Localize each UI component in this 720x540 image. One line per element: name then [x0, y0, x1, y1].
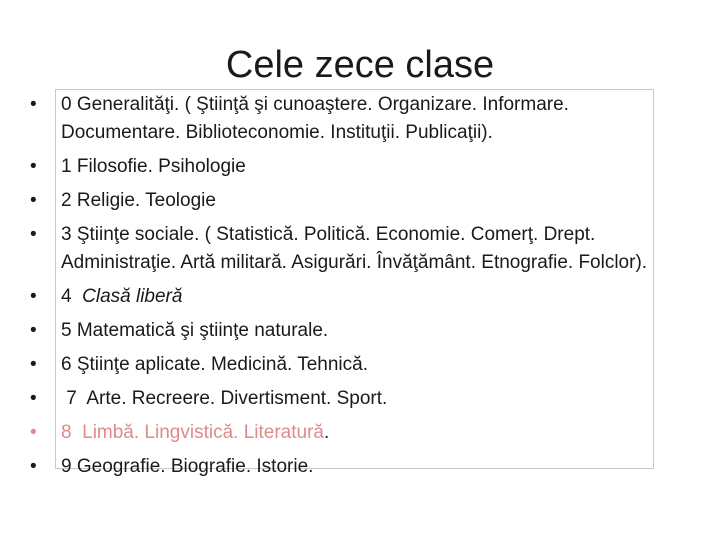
list-item-number: 4 [61, 286, 83, 307]
bullet-icon: • [30, 456, 37, 477]
bullet-icon: • [30, 422, 37, 443]
list-item-text: 9 Geografie. Biografie. Istorie. [61, 456, 314, 477]
list-item-class-0 [30, 91, 690, 147]
list-item-class-4 [30, 283, 690, 311]
list-item-text: 6 Ştiinţe aplicate. Medicină. Tehnică. [61, 354, 368, 375]
list-item-class-3 [30, 221, 690, 277]
list-item-trailing-period: . [323, 422, 330, 443]
list-item-class-2 [30, 187, 690, 215]
list-item-class-9 [30, 453, 690, 481]
list-item-class-1 [30, 153, 690, 181]
bullet-icon: • [30, 388, 37, 409]
list-item-italic-text: Clasă liberă [82, 286, 183, 307]
bullet-icon: • [30, 190, 37, 211]
list-item-muted-text: 8 Limbă. Lingvistică. Literatură [61, 422, 324, 443]
list-item-text: 3 Ştiinţe sociale. ( Statistică. Politică. Economie. Comerţ. Drept. Administraţie. Artă militară. Asigurări. Învăţământ. Etnografie. Folclor). [61, 224, 648, 273]
list-item-text: 0 Generalităţi. ( Ştiinţă şi cunoaştere. Organizare. Informare. Documentare. Biblioteconomie. Instituţii. Publicaţii). [61, 94, 569, 143]
list-item-class-5 [30, 317, 690, 345]
list-item-text: 7 Arte. Recreere. Divertisment. Sport. [61, 388, 388, 409]
bullet-icon: • [30, 354, 37, 375]
bullet-icon: • [30, 156, 37, 177]
list-item-text: 5 Matematică şi ştiinţe naturale. [61, 320, 329, 341]
list-item-class-6 [30, 351, 690, 379]
bullet-icon: • [30, 94, 37, 115]
list-item-text: 2 Religie. Teologie [61, 190, 216, 211]
bullet-icon: • [30, 320, 37, 341]
list-item-class-8 [30, 419, 690, 447]
list-item-class-7 [30, 385, 690, 413]
list-item-text: 1 Filosofie. Psihologie [61, 156, 246, 177]
bullet-list [30, 91, 690, 487]
bullet-icon: • [30, 286, 37, 307]
bullet-icon: • [30, 224, 37, 245]
slide-title: Cele zece clase [225, 44, 495, 86]
